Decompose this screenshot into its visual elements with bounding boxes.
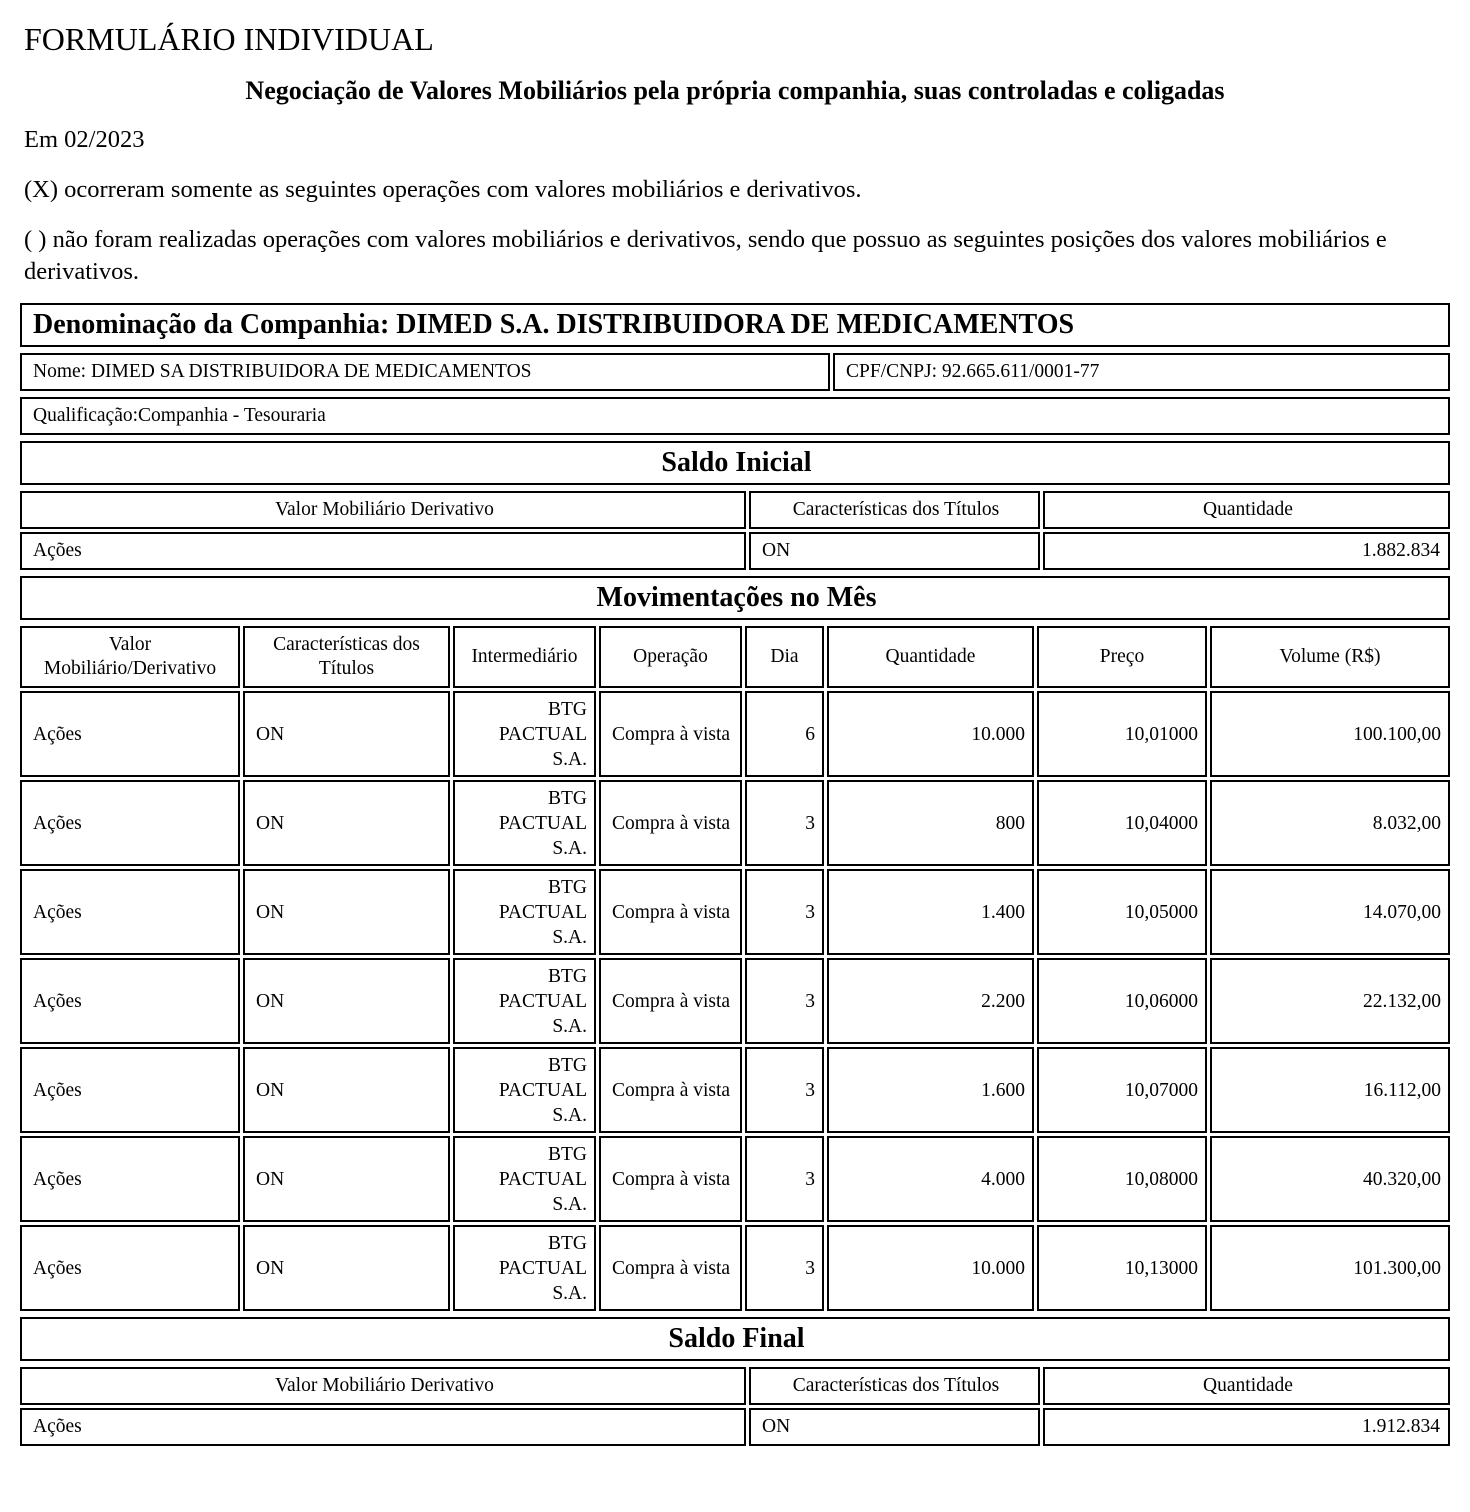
security-type-cell: Ações [20, 1136, 240, 1222]
column-header: Quantidade [827, 626, 1034, 688]
column-header: Características dos Títulos [749, 491, 1040, 529]
volume-cell: 101.300,00 [1210, 1225, 1450, 1311]
volume-cell: 40.320,00 [1210, 1136, 1450, 1222]
option-occurred-text: (X) ocorreram somente as seguintes operações com valores mobiliários e derivativos. [24, 176, 862, 203]
column-header: Características dos Títulos [749, 1367, 1040, 1405]
form-subtitle: Negociação de Valores Mobiliários pela própria companhia, suas controladas e coligadas [245, 76, 1225, 105]
period-text: Em 02/2023 [24, 126, 145, 153]
operation-cell: Compra à vista [599, 958, 742, 1044]
operation-cell: Compra à vista [599, 691, 742, 777]
saldo-final-title-table [17, 1314, 1453, 1364]
price-cell: 10,06000 [1037, 958, 1207, 1044]
security-characteristics-cell: ON [243, 1136, 450, 1222]
operation-cell: Compra à vista [599, 869, 742, 955]
saldo-inicial-title: Saldo Inicial [20, 441, 1450, 485]
column-header: Volume (R$) [1210, 626, 1450, 688]
table-row [20, 958, 1450, 1044]
security-type-cell: Ações [20, 691, 240, 777]
volume-cell: 22.132,00 [1210, 958, 1450, 1044]
table-row [20, 1047, 1450, 1133]
quantity-cell: 1.882.834 [1043, 532, 1450, 570]
saldo-final-row [20, 1408, 1450, 1446]
security-type-cell: Ações [20, 1047, 240, 1133]
option-not-occurred-text: ( ) não foram realizadas operações com valores mobiliários e derivativos, sendo que possuo as seguintes posições dos valores mobiliários e derivativos. [24, 226, 1387, 285]
column-header: Quantidade [1043, 491, 1450, 529]
saldo-final-table [17, 1364, 1453, 1449]
price-cell: 10,01000 [1037, 691, 1207, 777]
security-type-cell: Ações [20, 958, 240, 1044]
table-row [20, 869, 1450, 955]
price-cell: 10,07000 [1037, 1047, 1207, 1133]
operation-cell: Compra à vista [599, 780, 742, 866]
form-body [0, 288, 1470, 1449]
saldo-inicial-table [17, 488, 1453, 573]
intermediary-cell: BTG PACTUAL S.A. [453, 780, 596, 866]
operation-cell: Compra à vista [599, 1225, 742, 1311]
table-row [20, 1136, 1450, 1222]
column-header: Valor Mobiliário Derivativo [20, 491, 746, 529]
table-row [20, 691, 1450, 777]
security-type-cell: Ações [20, 780, 240, 866]
company-cnpj: CPF/CNPJ: 92.665.611/0001-77 [833, 353, 1450, 391]
company-identity-table [17, 350, 1453, 394]
price-cell: 10,08000 [1037, 1136, 1207, 1222]
saldo-inicial-row [20, 532, 1450, 570]
security-type-cell: Ações [20, 869, 240, 955]
saldo-inicial-title-table [17, 438, 1453, 488]
table-row [20, 780, 1450, 866]
column-header: Quantidade [1043, 1367, 1450, 1405]
movimentacoes-title: Movimentações no Mês [20, 576, 1450, 620]
quantity-cell: 1.600 [827, 1047, 1034, 1133]
volume-cell: 8.032,00 [1210, 780, 1450, 866]
security-characteristics-cell: ON [243, 1047, 450, 1133]
saldo-final-title: Saldo Final [20, 1317, 1450, 1361]
company-denomination-table [17, 300, 1453, 350]
volume-cell: 14.070,00 [1210, 869, 1450, 955]
saldo-final-header-row [20, 1367, 1450, 1405]
movimentacoes-table [17, 623, 1453, 1314]
day-cell: 3 [745, 958, 824, 1044]
security-characteristics-cell: ON [749, 532, 1040, 570]
quantity-cell: 2.200 [827, 958, 1034, 1044]
movimentacoes-header-row [20, 626, 1450, 688]
column-header: Características dos Títulos [243, 626, 450, 688]
operation-cell: Compra à vista [599, 1047, 742, 1133]
security-characteristics-cell: ON [243, 869, 450, 955]
day-cell: 3 [745, 1047, 824, 1133]
table-row [20, 1225, 1450, 1311]
company-qualification: Qualificação:Companhia - Tesouraria [20, 397, 1450, 435]
day-cell: 3 [745, 780, 824, 866]
column-header: Intermediário [453, 626, 596, 688]
column-header: Preço [1037, 626, 1207, 688]
day-cell: 3 [745, 1136, 824, 1222]
movimentacoes-body [20, 691, 1450, 1311]
price-cell: 10,05000 [1037, 869, 1207, 955]
volume-cell: 100.100,00 [1210, 691, 1450, 777]
column-header: Dia [745, 626, 824, 688]
day-cell: 6 [745, 691, 824, 777]
movimentacoes-title-table [17, 573, 1453, 623]
day-cell: 3 [745, 1225, 824, 1311]
security-characteristics-cell: ON [243, 780, 450, 866]
quantity-cell: 4.000 [827, 1136, 1034, 1222]
company-name: Nome: DIMED SA DISTRIBUIDORA DE MEDICAMENTOS [20, 353, 830, 391]
security-characteristics-cell: ON [243, 691, 450, 777]
operation-cell: Compra à vista [599, 1136, 742, 1222]
column-header: Operação [599, 626, 742, 688]
volume-cell: 16.112,00 [1210, 1047, 1450, 1133]
security-type-cell: Ações [20, 532, 746, 570]
day-cell: 3 [745, 869, 824, 955]
intermediary-cell: BTG PACTUAL S.A. [453, 1047, 596, 1133]
intermediary-cell: BTG PACTUAL S.A. [453, 691, 596, 777]
company-qualification-table [17, 394, 1453, 438]
column-header: Valor Mobiliário Derivativo [20, 1367, 746, 1405]
company-denomination: Denominação da Companhia: DIMED S.A. DISTRIBUIDORA DE MEDICAMENTOS [20, 303, 1450, 347]
quantity-cell: 10.000 [827, 1225, 1034, 1311]
price-cell: 10,04000 [1037, 780, 1207, 866]
price-cell: 10,13000 [1037, 1225, 1207, 1311]
saldo-inicial-header-row [20, 491, 1450, 529]
security-characteristics-cell: ON [243, 1225, 450, 1311]
quantity-cell: 800 [827, 780, 1034, 866]
intermediary-cell: BTG PACTUAL S.A. [453, 958, 596, 1044]
form-title: FORMULÁRIO INDIVIDUAL [24, 21, 434, 57]
quantity-cell: 1.912.834 [1043, 1408, 1450, 1446]
quantity-cell: 1.400 [827, 869, 1034, 955]
intermediary-cell: BTG PACTUAL S.A. [453, 1225, 596, 1311]
quantity-cell: 10.000 [827, 691, 1034, 777]
security-characteristics-cell: ON [749, 1408, 1040, 1446]
security-type-cell: Ações [20, 1225, 240, 1311]
column-header: Valor Mobiliário/Derivativo [20, 626, 240, 688]
security-type-cell: Ações [20, 1408, 746, 1446]
intermediary-cell: BTG PACTUAL S.A. [453, 1136, 596, 1222]
intermediary-cell: BTG PACTUAL S.A. [453, 869, 596, 955]
security-characteristics-cell: ON [243, 958, 450, 1044]
